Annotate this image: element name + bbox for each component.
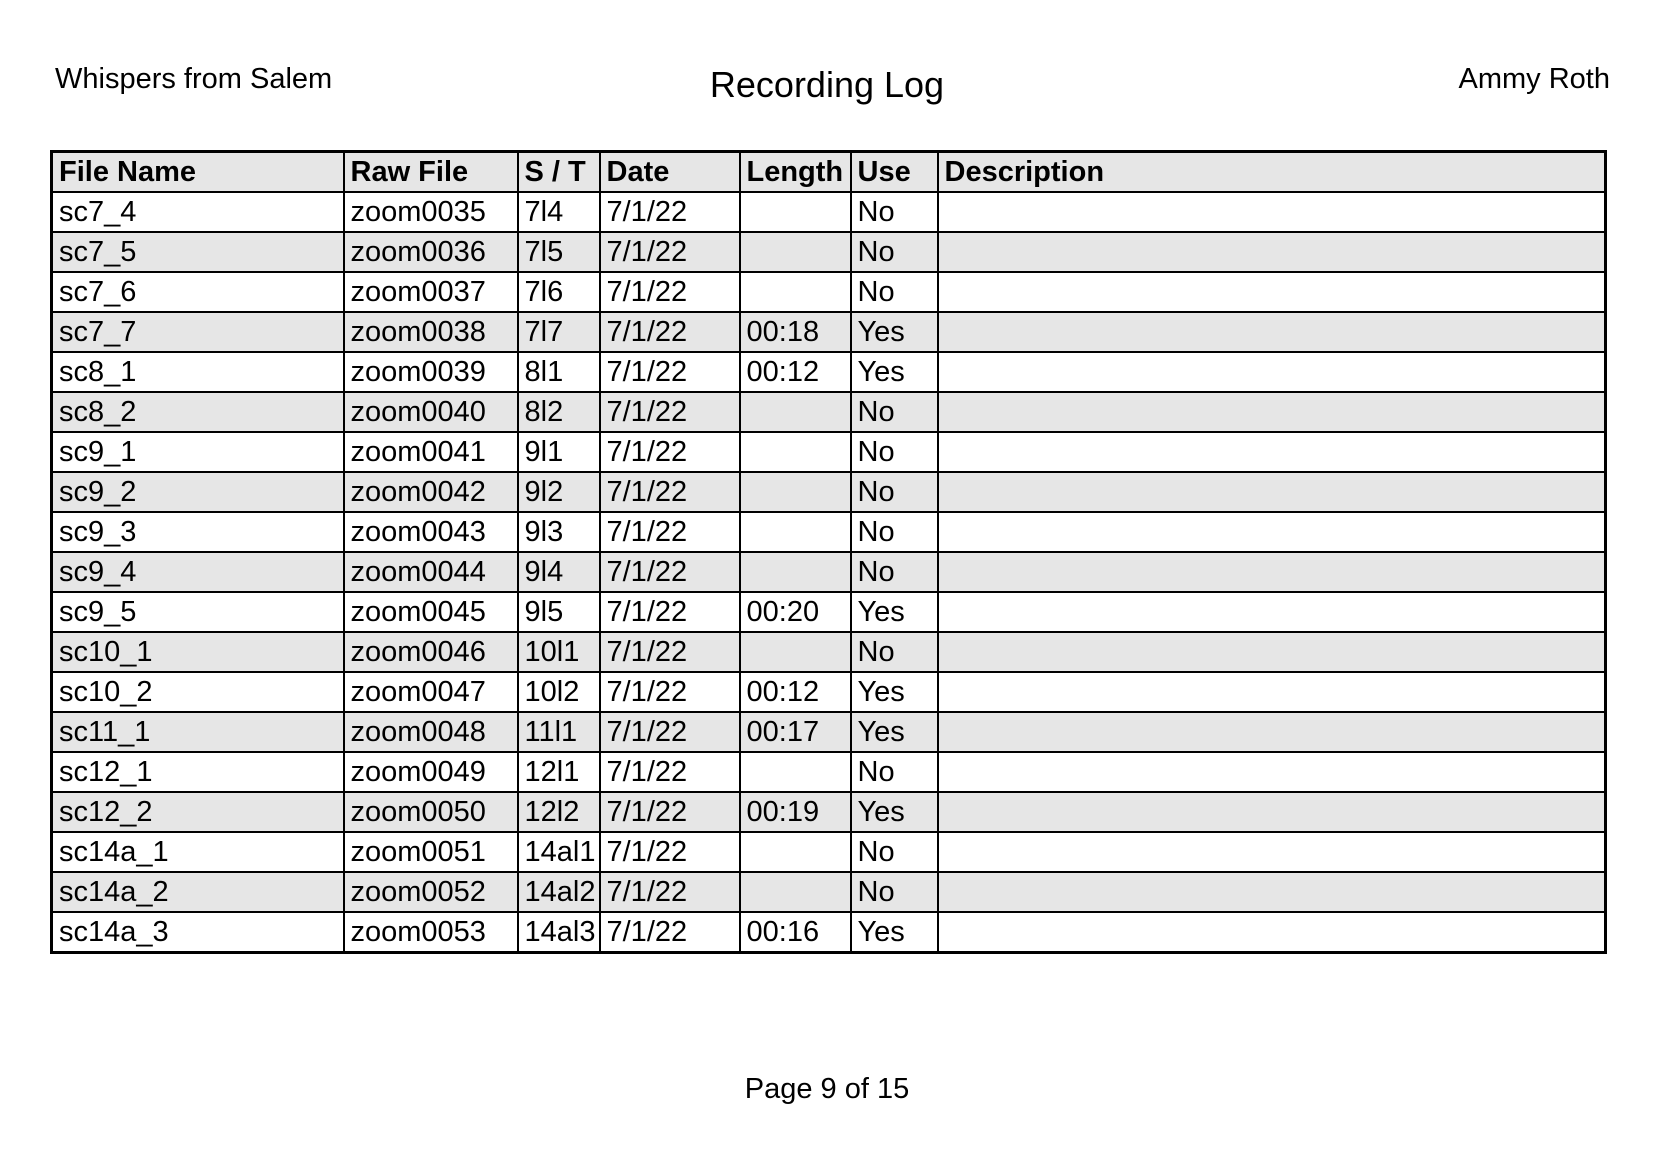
cell-file-name: sc14a_3 <box>52 912 344 953</box>
cell-use: No <box>851 632 938 672</box>
cell-length: 00:12 <box>740 672 851 712</box>
cell-date: 7/1/22 <box>600 432 740 472</box>
cell-use: Yes <box>851 672 938 712</box>
cell-date: 7/1/22 <box>600 912 740 953</box>
cell-file-name: sc12_1 <box>52 752 344 792</box>
table-row <box>52 552 1606 592</box>
cell-raw-file: zoom0038 <box>344 312 518 352</box>
cell-date: 7/1/22 <box>600 352 740 392</box>
cell-use: No <box>851 432 938 472</box>
cell-raw-file: zoom0042 <box>344 472 518 512</box>
column-header-date: Date <box>600 152 740 193</box>
cell-file-name: sc7_5 <box>52 232 344 272</box>
cell-scene-take: 12l1 <box>518 752 600 792</box>
cell-scene-take: 11l1 <box>518 712 600 752</box>
cell-file-name: sc9_1 <box>52 432 344 472</box>
cell-scene-take: 7l5 <box>518 232 600 272</box>
cell-scene-take: 7l6 <box>518 272 600 312</box>
table-row <box>52 912 1606 953</box>
table-row <box>52 432 1606 472</box>
cell-scene-take: 9l5 <box>518 592 600 632</box>
cell-raw-file: zoom0050 <box>344 792 518 832</box>
cell-file-name: sc7_7 <box>52 312 344 352</box>
cell-raw-file: zoom0045 <box>344 592 518 632</box>
cell-length: 00:12 <box>740 352 851 392</box>
table-header-row <box>52 152 1606 193</box>
cell-description <box>938 552 1606 592</box>
cell-use: Yes <box>851 712 938 752</box>
cell-file-name: sc10_2 <box>52 672 344 712</box>
table-body <box>52 192 1606 953</box>
table-row <box>52 192 1606 232</box>
cell-description <box>938 912 1606 953</box>
cell-length <box>740 512 851 552</box>
cell-date: 7/1/22 <box>600 192 740 232</box>
cell-raw-file: zoom0048 <box>344 712 518 752</box>
table-row <box>52 672 1606 712</box>
cell-date: 7/1/22 <box>600 632 740 672</box>
column-header-scene-take: S / T <box>518 152 600 193</box>
cell-scene-take: 7l4 <box>518 192 600 232</box>
table-row <box>52 312 1606 352</box>
cell-file-name: sc9_3 <box>52 512 344 552</box>
cell-date: 7/1/22 <box>600 272 740 312</box>
cell-length <box>740 392 851 432</box>
cell-file-name: sc8_2 <box>52 392 344 432</box>
page-number: Page 9 of 15 <box>744 1073 910 1105</box>
cell-description <box>938 472 1606 512</box>
cell-file-name: sc7_4 <box>52 192 344 232</box>
cell-length <box>740 872 851 912</box>
cell-file-name: sc14a_2 <box>52 872 344 912</box>
cell-description <box>938 312 1606 352</box>
cell-description <box>938 792 1606 832</box>
cell-file-name: sc9_5 <box>52 592 344 632</box>
column-header-raw-file: Raw File <box>344 152 518 193</box>
cell-length <box>740 432 851 472</box>
cell-file-name: sc14a_1 <box>52 832 344 872</box>
cell-use: Yes <box>851 312 938 352</box>
cell-raw-file: zoom0051 <box>344 832 518 872</box>
cell-scene-take: 14al3 <box>518 912 600 953</box>
cell-length <box>740 752 851 792</box>
cell-date: 7/1/22 <box>600 472 740 512</box>
cell-raw-file: zoom0037 <box>344 272 518 312</box>
column-header-use: Use <box>851 152 938 193</box>
cell-description <box>938 232 1606 272</box>
cell-raw-file: zoom0035 <box>344 192 518 232</box>
cell-scene-take: 10l2 <box>518 672 600 712</box>
cell-description <box>938 872 1606 912</box>
page-title: Recording Log <box>709 64 945 105</box>
cell-date: 7/1/22 <box>600 232 740 272</box>
cell-raw-file: zoom0036 <box>344 232 518 272</box>
cell-file-name: sc9_2 <box>52 472 344 512</box>
cell-description <box>938 712 1606 752</box>
cell-use: No <box>851 392 938 432</box>
cell-use: No <box>851 192 938 232</box>
cell-description <box>938 192 1606 232</box>
cell-length: 00:20 <box>740 592 851 632</box>
cell-raw-file: zoom0044 <box>344 552 518 592</box>
cell-file-name: sc7_6 <box>52 272 344 312</box>
cell-raw-file: zoom0046 <box>344 632 518 672</box>
cell-use: Yes <box>851 352 938 392</box>
cell-raw-file: zoom0047 <box>344 672 518 712</box>
cell-length: 00:17 <box>740 712 851 752</box>
cell-use: Yes <box>851 792 938 832</box>
cell-length: 00:18 <box>740 312 851 352</box>
table-row <box>52 272 1606 312</box>
cell-date: 7/1/22 <box>600 792 740 832</box>
table-row <box>52 872 1606 912</box>
cell-description <box>938 272 1606 312</box>
column-header-file-name: File Name <box>52 152 344 193</box>
cell-date: 7/1/22 <box>600 832 740 872</box>
cell-use: No <box>851 832 938 872</box>
table-row <box>52 472 1606 512</box>
cell-scene-take: 8l1 <box>518 352 600 392</box>
cell-length <box>740 192 851 232</box>
cell-description <box>938 672 1606 712</box>
cell-scene-take: 14al1 <box>518 832 600 872</box>
cell-file-name: sc11_1 <box>52 712 344 752</box>
cell-file-name: sc12_2 <box>52 792 344 832</box>
cell-scene-take: 9l3 <box>518 512 600 552</box>
cell-use: No <box>851 872 938 912</box>
cell-date: 7/1/22 <box>600 392 740 432</box>
cell-raw-file: zoom0049 <box>344 752 518 792</box>
cell-date: 7/1/22 <box>600 512 740 552</box>
cell-date: 7/1/22 <box>600 552 740 592</box>
cell-description <box>938 632 1606 672</box>
author-name: Ammy Roth <box>1458 63 1610 95</box>
cell-length: 00:16 <box>740 912 851 953</box>
cell-date: 7/1/22 <box>600 672 740 712</box>
cell-raw-file: zoom0040 <box>344 392 518 432</box>
cell-scene-take: 7l7 <box>518 312 600 352</box>
cell-description <box>938 352 1606 392</box>
cell-file-name: sc9_4 <box>52 552 344 592</box>
cell-length <box>740 832 851 872</box>
table-row <box>52 832 1606 872</box>
cell-length: 00:19 <box>740 792 851 832</box>
cell-description <box>938 832 1606 872</box>
column-header-description: Description <box>938 152 1606 193</box>
table-row <box>52 712 1606 752</box>
table-row <box>52 512 1606 552</box>
cell-date: 7/1/22 <box>600 312 740 352</box>
table-row <box>52 752 1606 792</box>
cell-scene-take: 10l1 <box>518 632 600 672</box>
cell-raw-file: zoom0043 <box>344 512 518 552</box>
cell-scene-take: 12l2 <box>518 792 600 832</box>
cell-scene-take: 9l1 <box>518 432 600 472</box>
table-row <box>52 352 1606 392</box>
cell-description <box>938 752 1606 792</box>
cell-file-name: sc8_1 <box>52 352 344 392</box>
project-title: Whispers from Salem <box>55 63 333 95</box>
cell-use: Yes <box>851 912 938 953</box>
cell-length <box>740 272 851 312</box>
cell-file-name: sc10_1 <box>52 632 344 672</box>
cell-use: No <box>851 512 938 552</box>
cell-use: Yes <box>851 592 938 632</box>
table-row <box>52 392 1606 432</box>
cell-raw-file: zoom0053 <box>344 912 518 953</box>
cell-raw-file: zoom0039 <box>344 352 518 392</box>
cell-date: 7/1/22 <box>600 592 740 632</box>
cell-scene-take: 9l2 <box>518 472 600 512</box>
cell-use: No <box>851 472 938 512</box>
cell-description <box>938 392 1606 432</box>
cell-description <box>938 592 1606 632</box>
cell-scene-take: 8l2 <box>518 392 600 432</box>
cell-raw-file: zoom0052 <box>344 872 518 912</box>
table-row <box>52 792 1606 832</box>
cell-use: No <box>851 272 938 312</box>
cell-raw-file: zoom0041 <box>344 432 518 472</box>
cell-use: No <box>851 552 938 592</box>
cell-length <box>740 232 851 272</box>
cell-date: 7/1/22 <box>600 712 740 752</box>
cell-scene-take: 14al2 <box>518 872 600 912</box>
cell-length <box>740 632 851 672</box>
cell-length <box>740 552 851 592</box>
cell-date: 7/1/22 <box>600 752 740 792</box>
cell-scene-take: 9l4 <box>518 552 600 592</box>
cell-description <box>938 512 1606 552</box>
column-header-length: Length <box>740 152 851 193</box>
recording-log-table <box>50 150 1607 954</box>
cell-description <box>938 432 1606 472</box>
cell-use: No <box>851 752 938 792</box>
cell-date: 7/1/22 <box>600 872 740 912</box>
cell-use: No <box>851 232 938 272</box>
cell-length <box>740 472 851 512</box>
table-row <box>52 232 1606 272</box>
table-row <box>52 632 1606 672</box>
table-row <box>52 592 1606 632</box>
